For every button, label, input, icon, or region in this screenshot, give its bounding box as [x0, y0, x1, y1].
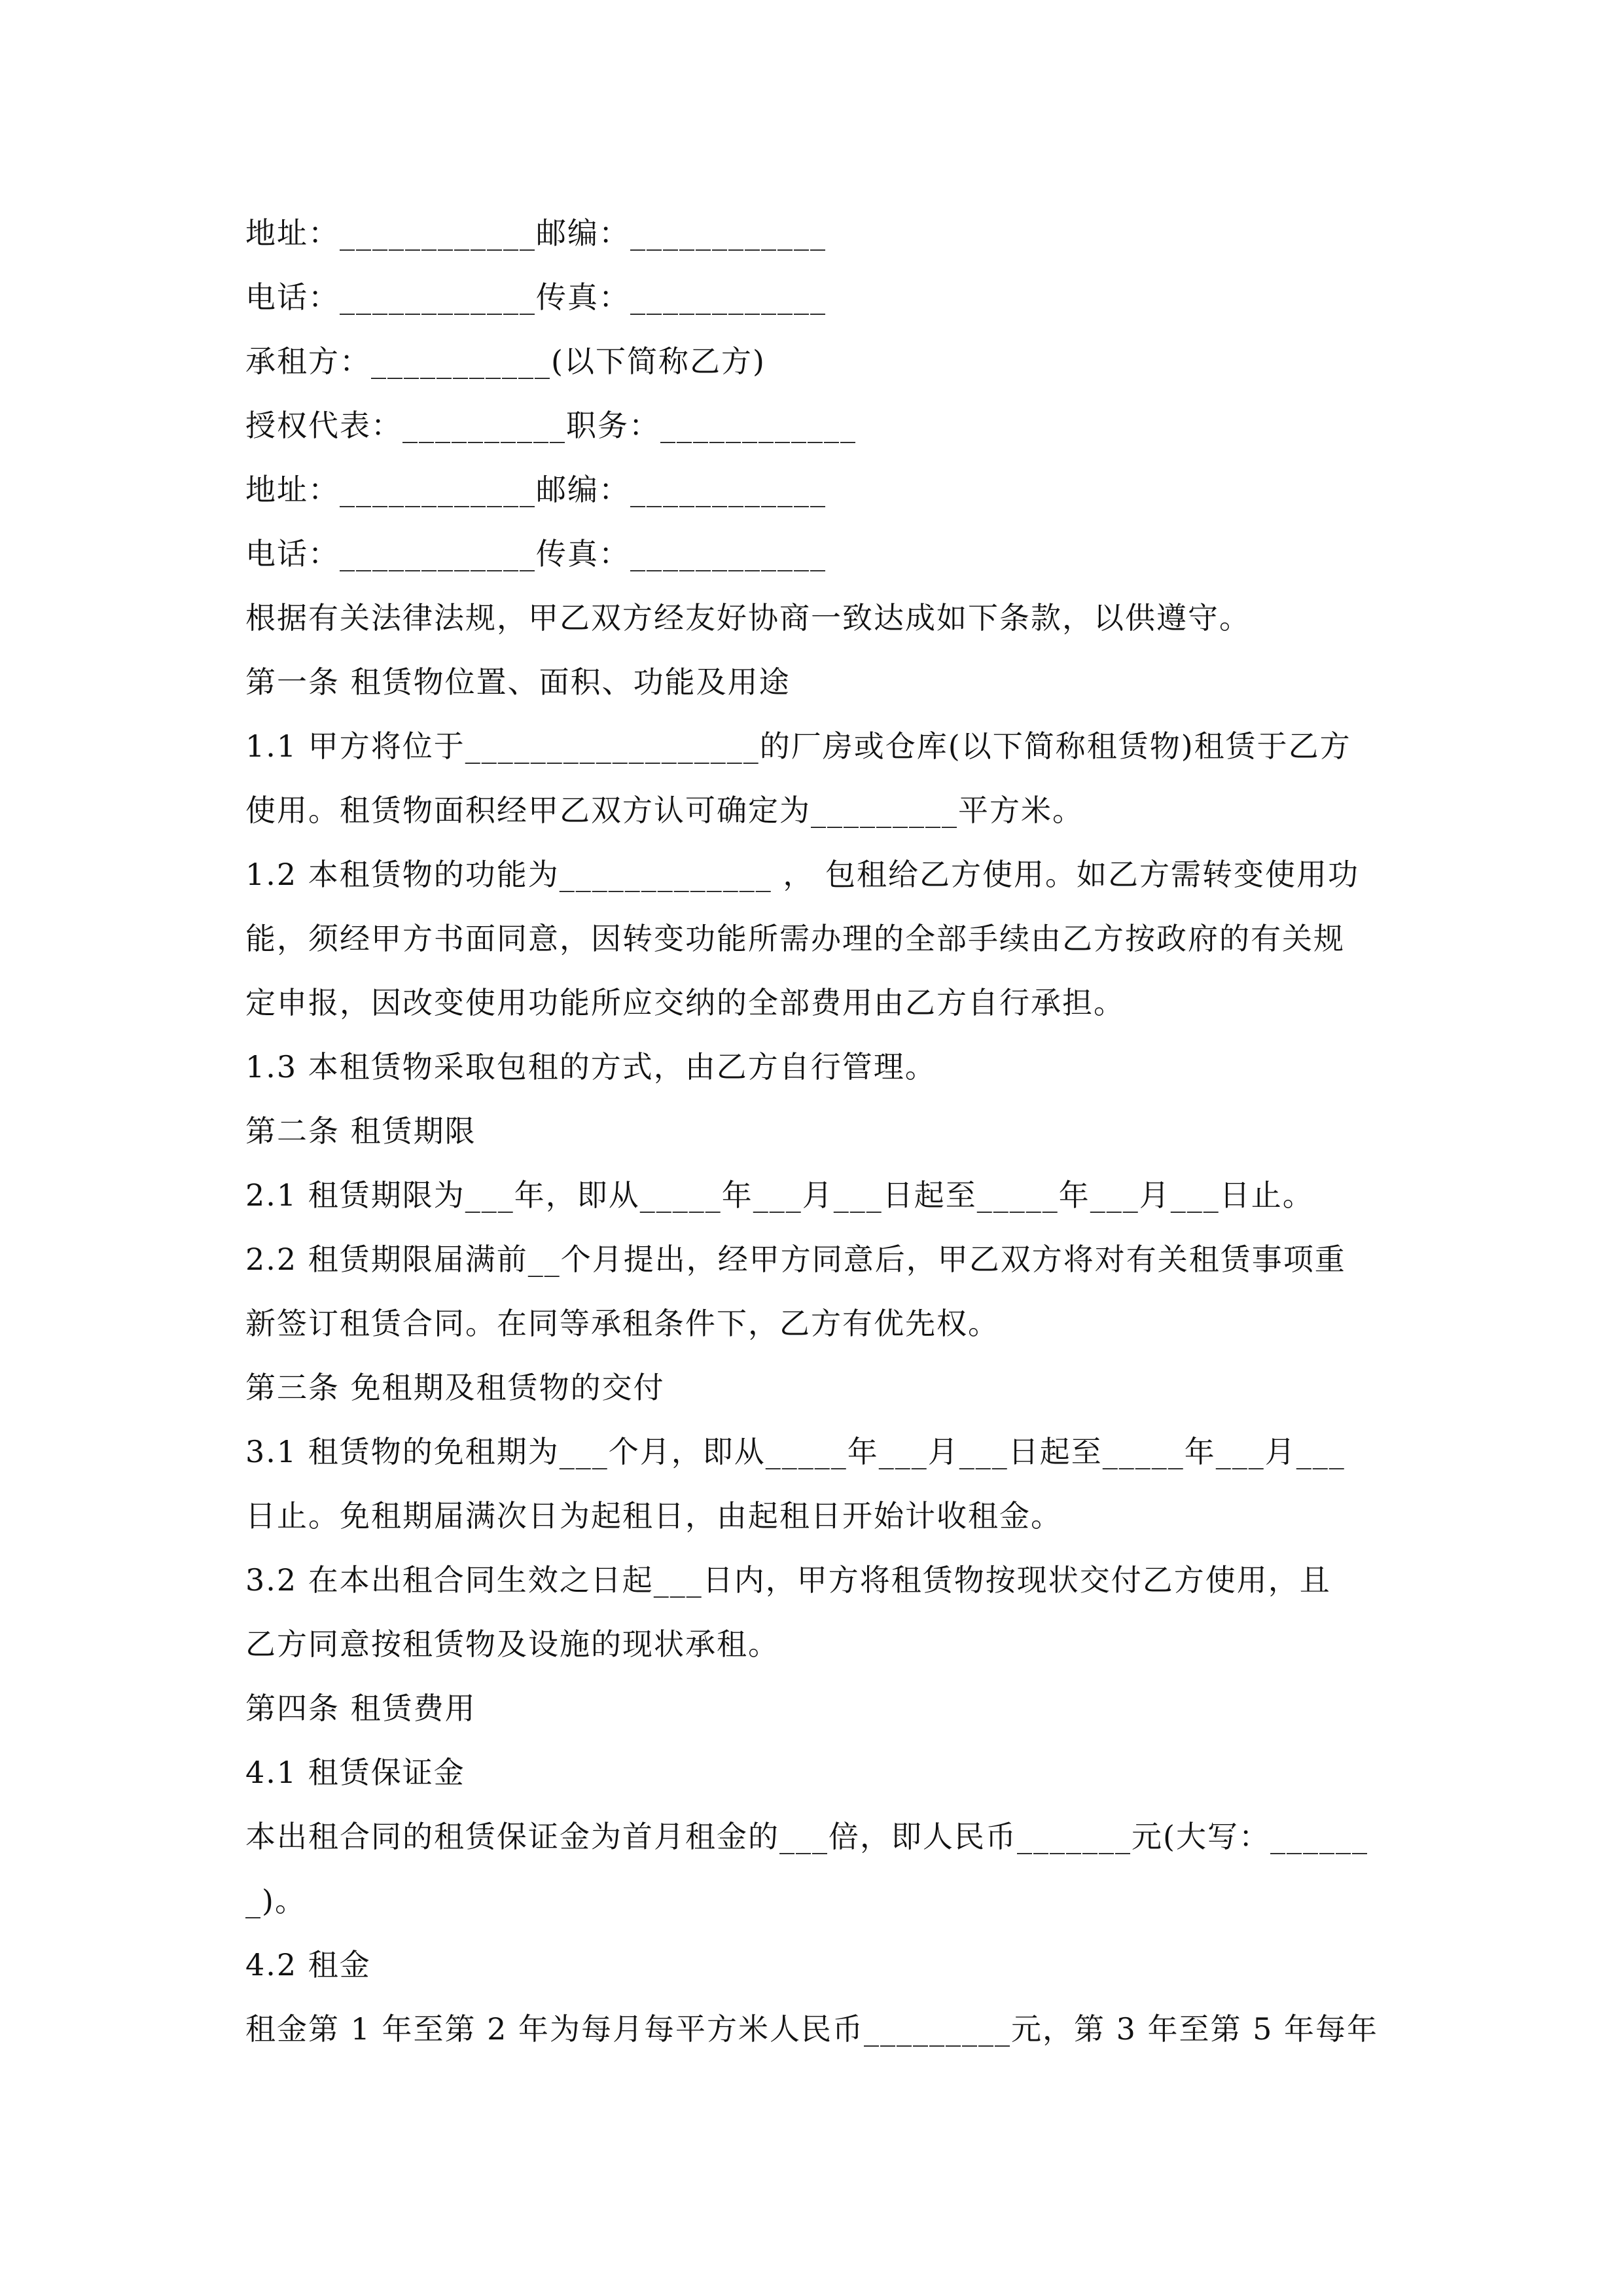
text-line-authorized-rep: 授权代表：__________职务：____________	[245, 408, 857, 443]
clause-3-1-line-1: 3.1 租赁物的免租期为___个月，即从_____年___月___日起至_____年___月___	[245, 1434, 1346, 1469]
clause-4-1-heading: 4.1 租赁保证金	[245, 1755, 465, 1790]
clause-4-2-line-1: 租金第 1 年至第 2 年为每月每平方米人民币_________元，第 3 年至第 5 年每年	[245, 2011, 1379, 2047]
clause-1-2-line-1: 1.2 本租赁物的功能为_____________ ， 包租给乙方使用。如乙方需转变使用功	[245, 857, 1360, 892]
text-line-phone-lessee: 电话：____________传真：____________	[245, 536, 827, 571]
clause-2-2-line-2: 新签订租赁合同。在同等承租条件下，乙方有优先权。	[245, 1306, 999, 1341]
clause-3-2-line-1: 3.2 在本出租合同生效之日起___日内，甲方将租赁物按现状交付乙方使用，且	[245, 1562, 1331, 1598]
clause-4-1-line-1: 本出租合同的租赁保证金为首月租金的___倍，即人民币_______元(大写：______	[245, 1819, 1368, 1854]
article-2-heading: 第二条 租赁期限	[245, 1113, 476, 1149]
clause-1-2-line-2: 能，须经甲方书面同意，因转变功能所需办理的全部手续由乙方按政府的有关规	[245, 921, 1345, 956]
clause-4-1-line-2: _)。	[245, 1883, 306, 1918]
text-line-lessee: 承租方：___________(以下简称乙方)	[245, 344, 766, 379]
text-line-preamble: 根据有关法律法规，甲乙双方经友好协商一致达成如下条款，以供遵守。	[245, 600, 1251, 636]
clause-3-2-line-2: 乙方同意按租赁物及设施的现状承租。	[245, 1626, 779, 1662]
clause-1-1-line-2: 使用。租赁物面积经甲乙双方认可确定为_________平方米。	[245, 793, 1084, 828]
clause-3-1-line-2: 日止。免租期届满次日为起租日，由起租日开始计收租金。	[245, 1498, 1062, 1534]
clause-1-2-line-3: 定申报，因改变使用功能所应交纳的全部费用由乙方自行承担。	[245, 985, 1125, 1020]
article-4-heading: 第四条 租赁费用	[245, 1691, 476, 1726]
clause-2-2-line-1: 2.2 租赁期限届满前__个月提出，经甲方同意后，甲乙双方将对有关租赁事项重	[245, 1242, 1346, 1277]
article-1-heading: 第一条 租赁物位置、面积、功能及用途	[245, 664, 791, 700]
clause-2-1: 2.1 租赁期限为___年，即从_____年___月___日起至_____年___月___日止。	[245, 1177, 1314, 1213]
text-line-phone-lessor: 电话：____________传真：____________	[245, 279, 827, 315]
article-3-heading: 第三条 免租期及租赁物的交付	[245, 1370, 665, 1405]
clause-1-3: 1.3 本租赁物采取包租的方式，由乙方自行管理。	[245, 1049, 936, 1085]
clause-4-2-heading: 4.2 租金	[245, 1947, 371, 1982]
text-line-address-lessor: 地址：____________邮编：____________	[245, 215, 827, 251]
clause-1-1-line-1: 1.1 甲方将位于__________________的厂房或仓库(以下简称租赁物)租赁于乙方	[245, 728, 1351, 764]
text-line-address-lessee: 地址：____________邮编：____________	[245, 472, 827, 507]
